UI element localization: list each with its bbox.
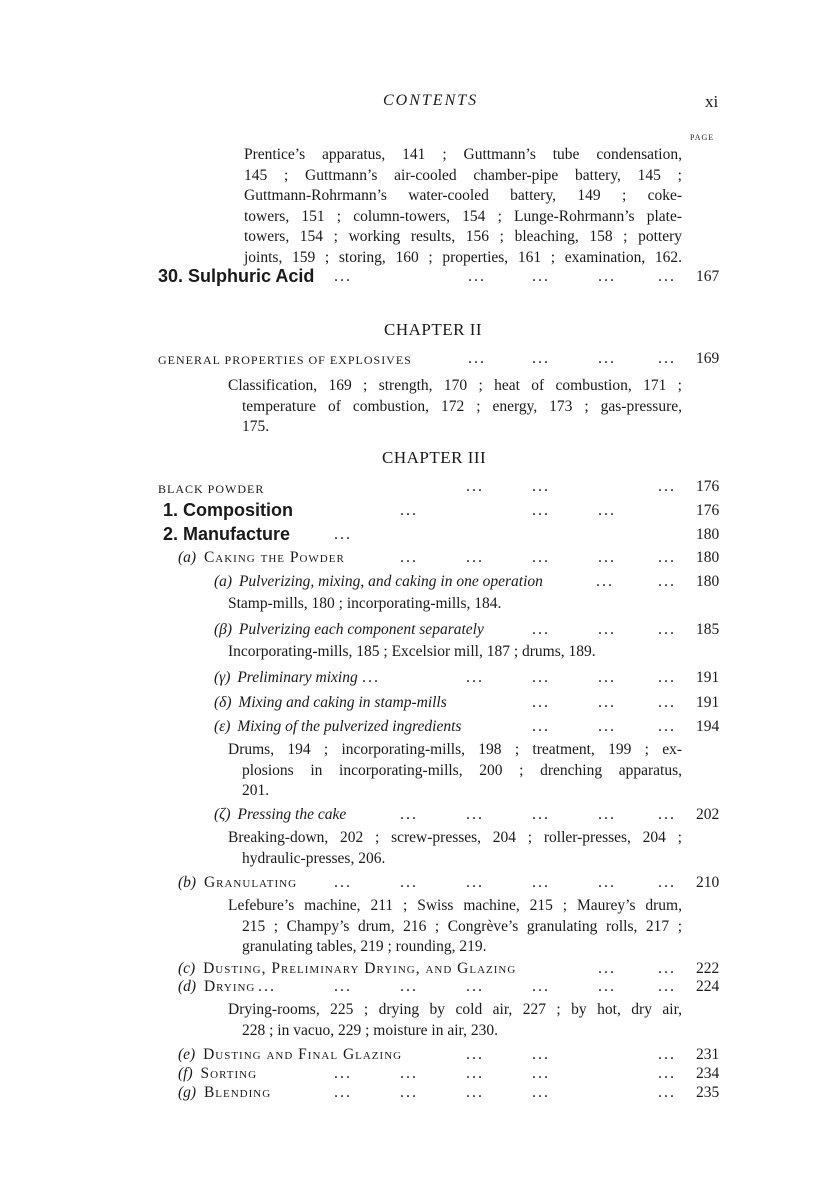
page-ref: 234 — [696, 1065, 720, 1082]
leader-dots: ... — [532, 350, 550, 367]
leader-dots: ... — [532, 669, 550, 686]
text-line: plosions in incorporating-mills, 200 ; drenching apparatus, — [242, 761, 682, 779]
leader-dots: ... — [658, 268, 676, 285]
page-number: xi — [705, 92, 719, 111]
entry-label: Dusting, Preliminary Drying, and Glazing — [203, 960, 517, 977]
section-composition: 1. Composition — [163, 500, 293, 520]
leader-dots: ... — [258, 978, 276, 995]
entry-label: Pulverizing each component separately — [238, 621, 484, 638]
page-ref: 176 — [696, 502, 720, 519]
leader-dots: ... — [658, 669, 676, 686]
entry-caking-prefix — [178, 549, 345, 567]
entry-prefix: (ε) — [214, 718, 231, 735]
text-line: joints, 159 ; storing, 160 ; properties, 161 ; examination, 162. — [244, 248, 682, 266]
leader-dots: ... — [466, 669, 484, 686]
running-head-title: CONTENTS — [383, 92, 479, 109]
page-ref: 191 — [696, 694, 720, 711]
entry-general-properties: GENERAL PROPERTIES OF EXPLOSIVES — [158, 353, 412, 367]
entry-label: Preliminary mixing — [237, 669, 358, 686]
leader-dots: ... — [598, 621, 616, 638]
leader-dots: ... — [598, 350, 616, 367]
leader-dots: ... — [658, 874, 676, 891]
entry-label: Sorting — [200, 1065, 258, 1082]
page-ref: 222 — [696, 960, 720, 977]
text-line: 145 ; Guttmann’s air-cooled chamber-pipe battery, 145 ; — [244, 166, 682, 184]
leader-dots: ... — [466, 478, 484, 495]
entry-delta — [214, 694, 447, 712]
leader-dots: ... — [598, 806, 616, 823]
leader-dots: ... — [334, 1084, 352, 1101]
leader-dots: ... — [532, 478, 550, 495]
leader-dots: ... — [658, 694, 676, 711]
entry-black-powder: BLACK POWDER — [158, 482, 265, 496]
leader-dots: ... — [658, 1046, 676, 1063]
leader-dots: ... — [532, 268, 550, 285]
leader-dots: ... — [598, 669, 616, 686]
page-ref: 180 — [696, 549, 720, 566]
entry-prefix: (δ) — [214, 694, 232, 711]
page-ref: 167 — [696, 268, 720, 285]
leader-dots: ... — [466, 549, 484, 566]
drying-details — [228, 1000, 682, 1041]
entry-epsilon — [214, 718, 461, 736]
leader-dots: ... — [598, 268, 616, 285]
text-line: Breaking-down, 202 ; screw-presses, 204 ; roller-presses, 204 ; — [228, 829, 682, 846]
entry-label: Mixing and caking in stamp-mills — [238, 694, 447, 711]
text-line: granulating tables, 219 ; rounding, 219. — [242, 938, 487, 955]
leader-dots: ... — [400, 806, 418, 823]
beta-details: Incorporating-mills, 185 ; Excelsior mill, 187 ; drums, 189. — [228, 643, 596, 660]
leader-dots: ... — [532, 694, 550, 711]
entry-label: Pulverizing, mixing, and caking in one operation — [238, 573, 543, 590]
entry-alpha — [214, 573, 543, 591]
leader-dots: ... — [598, 718, 616, 735]
prentice-paragraph — [244, 145, 682, 268]
text-line: Lefebure’s machine, 211 ; Swiss machine, 215 ; Maurey’s drum, — [228, 897, 682, 914]
leader-dots: ... — [658, 621, 676, 638]
page-ref: 180 — [696, 526, 720, 543]
entry-prefix: (b) — [178, 874, 197, 891]
leader-dots: ... — [658, 960, 676, 977]
entry-prefix: (f) — [178, 1065, 193, 1082]
entry-prefix: (γ) — [214, 669, 231, 686]
entry-label: Pressing the cake — [237, 806, 347, 823]
alpha-details: Stamp-mills, 180 ; incorporating-mills, 184. — [228, 595, 502, 612]
entry-prefix: (e) — [178, 1046, 196, 1063]
entry-blending — [178, 1084, 271, 1102]
entry-prefix: (β) — [214, 621, 233, 638]
leader-dots: ... — [334, 268, 352, 285]
entry-prefix: (a) — [214, 573, 233, 590]
leader-dots: ... — [658, 573, 676, 590]
entry-prefix: (a) — [178, 549, 197, 566]
entry-label: Drying — [203, 978, 256, 995]
leader-dots: ... — [334, 874, 352, 891]
entry-drying — [178, 978, 255, 996]
leader-dots: ... — [658, 478, 676, 495]
entry-final-glazing — [178, 1046, 402, 1064]
page-ref: 176 — [696, 478, 720, 495]
leader-dots: ... — [362, 669, 380, 686]
leader-dots: ... — [658, 1084, 676, 1101]
entry-label: Caking the Powder — [203, 549, 345, 566]
leader-dots: ... — [598, 874, 616, 891]
leader-dots: ... — [532, 718, 550, 735]
page-ref: 169 — [696, 350, 720, 367]
entry-beta — [214, 621, 484, 639]
section-manufacture: 2. Manufacture — [163, 524, 291, 544]
leader-dots: ... — [532, 874, 550, 891]
classification-paragraph — [228, 376, 682, 438]
leader-dots: ... — [532, 806, 550, 823]
entry-prefix: (g) — [178, 1084, 197, 1101]
leader-dots: ... — [598, 960, 616, 977]
leader-dots: ... — [466, 978, 484, 995]
leader-dots: ... — [468, 350, 486, 367]
text-line: 201. — [242, 782, 270, 799]
leader-dots: ... — [658, 549, 676, 566]
granulating-details — [228, 896, 682, 958]
text-line: towers, 154 ; working results, 156 ; bleaching, 158 ; pottery — [244, 228, 682, 245]
text-line: Drums, 194 ; incorporating-mills, 198 ; treatment, 199 ; ex- — [228, 741, 682, 758]
page-column-label: PAGE — [690, 133, 715, 142]
leader-dots: ... — [334, 978, 352, 995]
page-ref: 235 — [696, 1084, 720, 1101]
leader-dots: ... — [532, 1084, 550, 1101]
text-line: 175. — [242, 418, 270, 435]
chapter-3-title: CHAPTER III — [382, 448, 487, 467]
leader-dots: ... — [598, 549, 616, 566]
page-ref: 194 — [696, 718, 720, 735]
leader-dots: ... — [466, 874, 484, 891]
leader-dots: ... — [532, 549, 550, 566]
leader-dots: ... — [532, 621, 550, 638]
leader-dots: ... — [466, 1046, 484, 1063]
page-ref: 180 — [696, 573, 720, 590]
entry-sorting — [178, 1065, 257, 1083]
text-line: 215 ; Champy’s drum, 216 ; Congrève’s granulating rolls, 217 ; — [242, 917, 682, 935]
page-ref: 231 — [696, 1046, 720, 1063]
leader-dots: ... — [400, 874, 418, 891]
page-ref: 191 — [696, 669, 720, 686]
text-line: hydraulic-presses, 206. — [242, 849, 386, 867]
chapter-2-title: CHAPTER II — [384, 320, 483, 339]
leader-dots: ... — [598, 978, 616, 995]
leader-dots: ... — [658, 806, 676, 823]
leader-dots: ... — [400, 502, 418, 519]
entry-label: Mixing of the pulverized ingredients — [237, 718, 462, 735]
entry-zeta — [214, 806, 346, 824]
leader-dots: ... — [596, 573, 614, 590]
entry-gamma — [214, 669, 358, 687]
epsilon-details — [228, 740, 682, 802]
text-line: 228 ; in vacuo, 229 ; moisture in air, 230. — [242, 1021, 498, 1039]
section-sulphuric-acid: 30. Sulphuric Acid — [158, 266, 315, 286]
leader-dots: ... — [334, 526, 352, 543]
leader-dots: ... — [400, 549, 418, 566]
entry-label: Dusting and Final Glazing — [203, 1046, 403, 1063]
text-line: Prentice’s apparatus, 141 ; Guttmann’s tube condensation, — [244, 146, 682, 163]
page-ref: 185 — [696, 621, 720, 638]
text-line: Guttmann-Rohrmann’s water-cooled battery, 149 ; coke- — [244, 187, 682, 204]
entry-prefix: (c) — [178, 960, 196, 977]
leader-dots: ... — [532, 1065, 550, 1082]
leader-dots: ... — [532, 502, 550, 519]
leader-dots: ... — [466, 1084, 484, 1101]
page-ref: 210 — [696, 874, 720, 891]
leader-dots: ... — [658, 978, 676, 995]
entry-prefix: (d) — [178, 978, 197, 995]
leader-dots: ... — [468, 268, 486, 285]
text-line: towers, 151 ; column-towers, 154 ; Lunge-Rohrmann’s plate- — [244, 207, 682, 225]
entry-granulating — [178, 874, 297, 892]
leader-dots: ... — [400, 978, 418, 995]
leader-dots: ... — [532, 1046, 550, 1063]
zeta-details — [228, 828, 682, 869]
text-line: temperature of combustion, 172 ; energy, 173 ; gas-pressure, — [242, 397, 682, 415]
entry-label: Granulating — [203, 874, 298, 891]
text-line: Drying-rooms, 225 ; drying by cold air, 227 ; by hot, dry air, — [228, 1001, 682, 1018]
leader-dots: ... — [658, 350, 676, 367]
page-ref: 224 — [696, 978, 720, 995]
entry-prefix: (ζ) — [214, 806, 231, 823]
leader-dots: ... — [400, 1084, 418, 1101]
text-line: Classification, 169 ; strength, 170 ; heat of combustion, 171 ; — [228, 377, 682, 394]
leader-dots: ... — [598, 502, 616, 519]
leader-dots: ... — [400, 1065, 418, 1082]
leader-dots: ... — [658, 1065, 676, 1082]
leader-dots: ... — [658, 718, 676, 735]
entry-dusting-glazing — [178, 960, 516, 978]
leader-dots: ... — [466, 806, 484, 823]
leader-dots: ... — [598, 694, 616, 711]
page-ref: 202 — [696, 806, 720, 823]
leader-dots: ... — [532, 978, 550, 995]
entry-label: Blending — [203, 1084, 272, 1101]
leader-dots: ... — [466, 1065, 484, 1082]
leader-dots: ... — [334, 1065, 352, 1082]
